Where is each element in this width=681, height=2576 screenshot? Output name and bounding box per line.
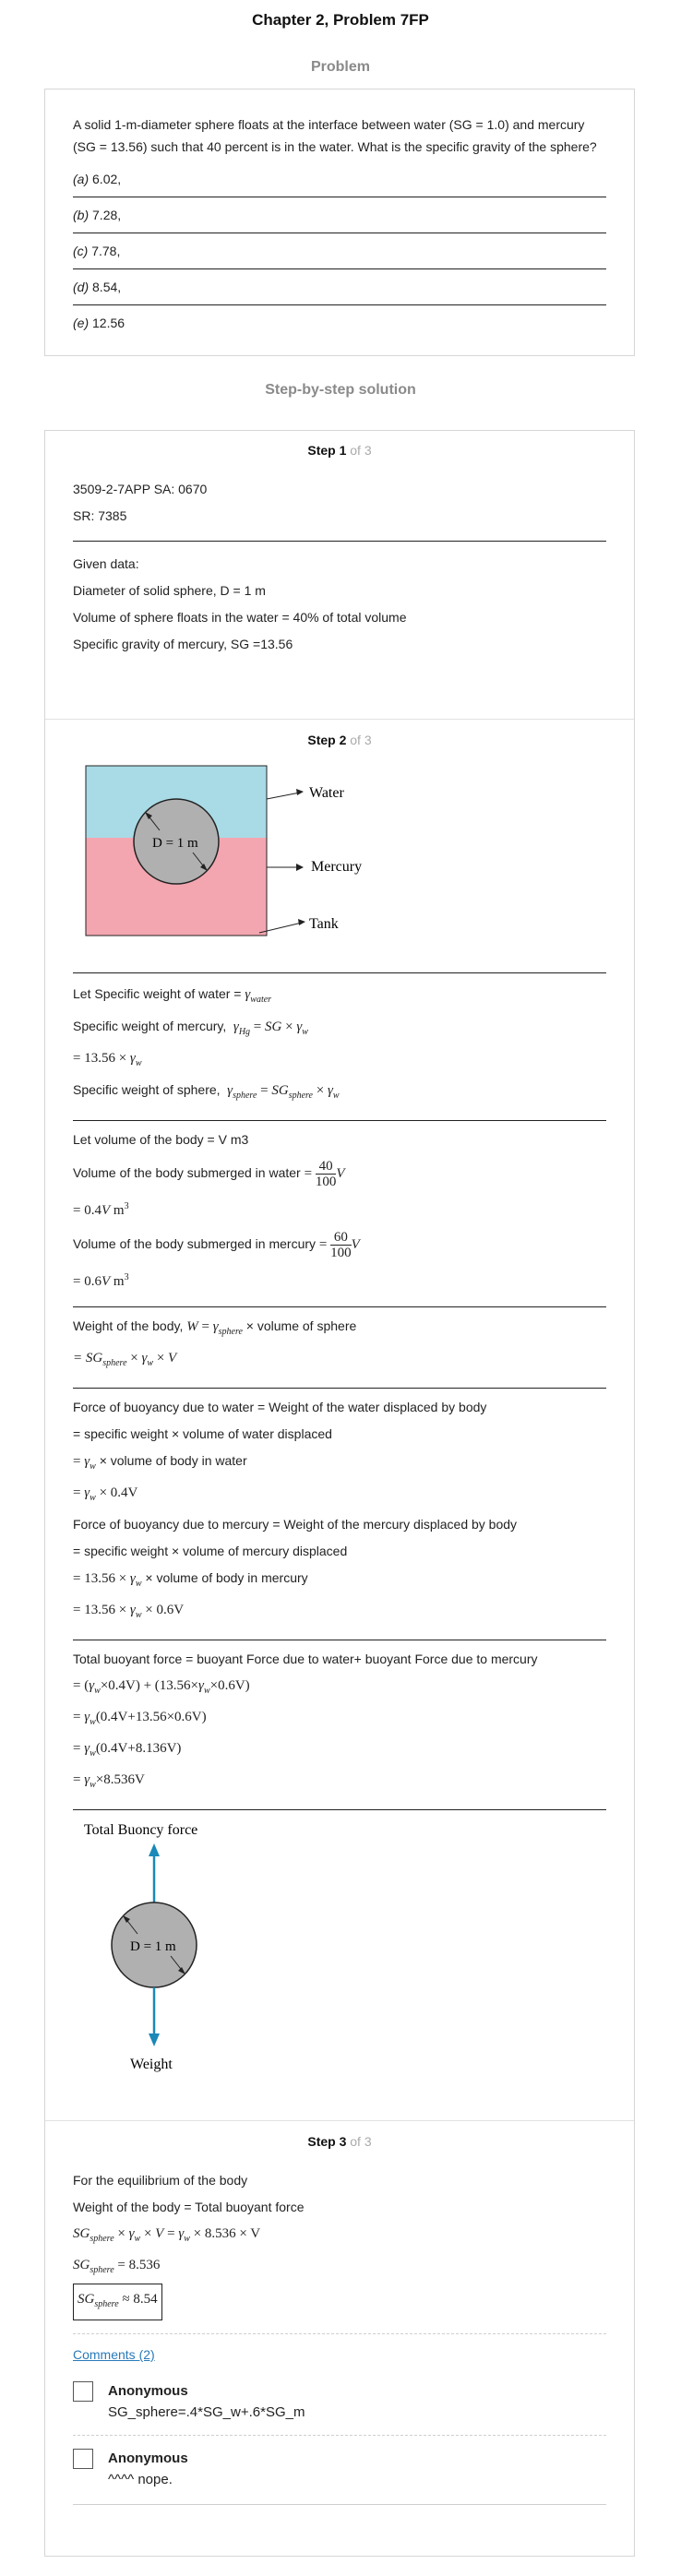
comment-author: Anonymous — [108, 2451, 188, 2466]
force-diagram — [45, 1810, 634, 2087]
fb-mercury-line4: = $13.56 \times \gamma_w \times 0.6V$ — [73, 1603, 185, 1620]
water-label: Water — [309, 785, 344, 801]
total-buoyant-eq1: = $(\gamma_w\times 0.4V) + (13.56\times\gamma_w\times 0.6V)$ — [73, 1678, 250, 1696]
step-1-header: Step 1 of 3 — [307, 443, 372, 458]
sg-eq2: $SG_{sphere} = 8.536$ — [73, 2258, 161, 2275]
comment-item — [73, 2368, 606, 2424]
weight-label: Weight — [130, 2057, 173, 2072]
comment-checkbox[interactable] — [73, 2449, 93, 2469]
diameter-label-fbd: D = 1 m — [130, 1939, 176, 1954]
comment-checkbox[interactable] — [73, 2381, 93, 2402]
vol-water: Volume of the body submerged in water = $\frac{40}{100}$ V — [73, 1158, 345, 1189]
sw-sphere: Specific weight of sphere, $\gamma_{sphere} = SG_{sphere} \times \gamma_w$ — [73, 1082, 340, 1101]
fb-water-line4: = $\gamma_w \times 0.4V$ — [73, 1485, 138, 1503]
vol-body: Let volume of the body = V m3 — [73, 1132, 249, 1147]
sg-final-answer: $SG_{sphere} \approx 8.54$ — [73, 2284, 606, 2320]
total-buoyant-eq4: = $\gamma_w\times 8.536V$ — [73, 1772, 145, 1790]
choice-b: (b) 7.28, — [73, 197, 606, 233]
step-2-header: Step 2 of 3 — [307, 733, 372, 747]
vol-mercury-result: = 0.6V $m^3$ — [73, 1272, 129, 1289]
sw-water: Let Specific weight of water = $\gamma_{water}$ — [73, 986, 272, 1005]
mercury-label: Mercury — [311, 859, 363, 875]
solution-heading: Step-by-step solution — [265, 382, 416, 398]
total-buoyant-title: Total buoyant force = buoyant Force due to water+ buoyant Force due to mercury — [73, 1652, 538, 1666]
step-3-header: Step 3 of 3 — [307, 2134, 372, 2149]
given-volume: Volume of sphere floats in the water = 40% of total volume — [73, 610, 407, 625]
problem-heading: Problem — [310, 59, 370, 75]
sw-mercury-eq: = $13.56 \times \gamma_w$ — [73, 1051, 142, 1068]
sphere-tank-diagram — [45, 751, 634, 963]
total-buoyant-eq3: = $\gamma_w(0.4V+8.136V)$ — [73, 1741, 182, 1759]
page-title: Chapter 2, Problem 7FP — [252, 11, 429, 29]
choice-c: (c) 7.78, — [73, 233, 606, 269]
step-3 — [45, 2121, 634, 2516]
diameter-label: D = 1 m — [152, 836, 198, 851]
comment-text: SG_sphere=.4*SG_w+.6*SG_m — [108, 2404, 305, 2420]
ref-sr: SR: 7385 — [73, 508, 127, 523]
fb-mercury-line3: = $13.56 \times \gamma_w$ × volume of body in mercury — [73, 1570, 308, 1589]
fb-water-line2: = specific weight × volume of water displaced — [73, 1426, 332, 1441]
arrow-down-icon — [149, 2033, 160, 2046]
sw-mercury: Specific weight of mercury, $\gamma_{Hg}$ = SG × $\gamma_w$ — [73, 1019, 308, 1037]
given-sg-mercury: Specific gravity of mercury, SG =13.56 — [73, 637, 293, 651]
fb-mercury-title: Force of buoyancy due to mercury = Weight of the mercury displaced by body — [73, 1517, 518, 1532]
given-title: Given data: — [73, 556, 139, 571]
fb-mercury-line2: = specific weight × volume of mercury displaced — [73, 1544, 348, 1558]
comment-author: Anonymous — [108, 2383, 188, 2399]
vol-mercury: Volume of the body submerged in mercury = $\frac{60}{100}$ V — [73, 1229, 360, 1260]
given-diameter: Diameter of solid sphere, D = 1 m — [73, 583, 266, 598]
ref-code: 3509-2-7APP SA: 0670 — [73, 482, 208, 496]
comment-item — [73, 2436, 606, 2491]
vol-water-result: = 0.4V $m^3$ — [73, 1201, 129, 1218]
tank-label: Tank — [309, 916, 339, 932]
fb-water-title: Force of buoyancy due to water = Weight of the water displaced by body — [73, 1400, 487, 1414]
comments-link[interactable]: Comments (2) — [73, 2347, 155, 2362]
equilibrium-eq: Weight of the body = Total buoyant force — [73, 2200, 305, 2214]
fb-water-line3: = $\gamma_w$ × volume of body in water — [73, 1453, 247, 1472]
sg-eq1: $SG_{sphere} \times \gamma_w \times V = \gamma_w \times 8.536 \times V$ — [73, 2226, 261, 2244]
total-buoyant-eq2: = $\gamma_w(0.4V+13.56\times 0.6V)$ — [73, 1710, 207, 1727]
choice-e: (e) 12.56 — [73, 316, 125, 330]
buoyancy-label: Total Buoncy force — [84, 1822, 198, 1838]
problem-text: A solid 1-m-diameter sphere floats at the interface between water (SG = 1.0) and mercury (SG = 13.56) such that 40 percent is in the water. What is the specific gravity of the sphere? — [73, 117, 597, 154]
weight-body-eq: = $SG_{sphere} \times \gamma_w \times V$ — [73, 1351, 177, 1368]
choice-a: (a) 6.02, — [73, 161, 606, 197]
step-1 — [45, 431, 634, 721]
arrow-up-icon — [149, 1843, 160, 1856]
equilibrium-line: For the equilibrium of the body — [73, 2173, 248, 2188]
comment-text: ^^^^ nope. — [108, 2472, 173, 2487]
step-2 — [45, 720, 634, 2087]
solution-panel — [44, 430, 635, 2557]
choice-d: (d) 8.54, — [73, 269, 606, 305]
weight-body: Weight of the body, $W = \gamma_{sphere}$ × volume of sphere — [73, 1318, 357, 1337]
problem-panel — [44, 89, 635, 356]
